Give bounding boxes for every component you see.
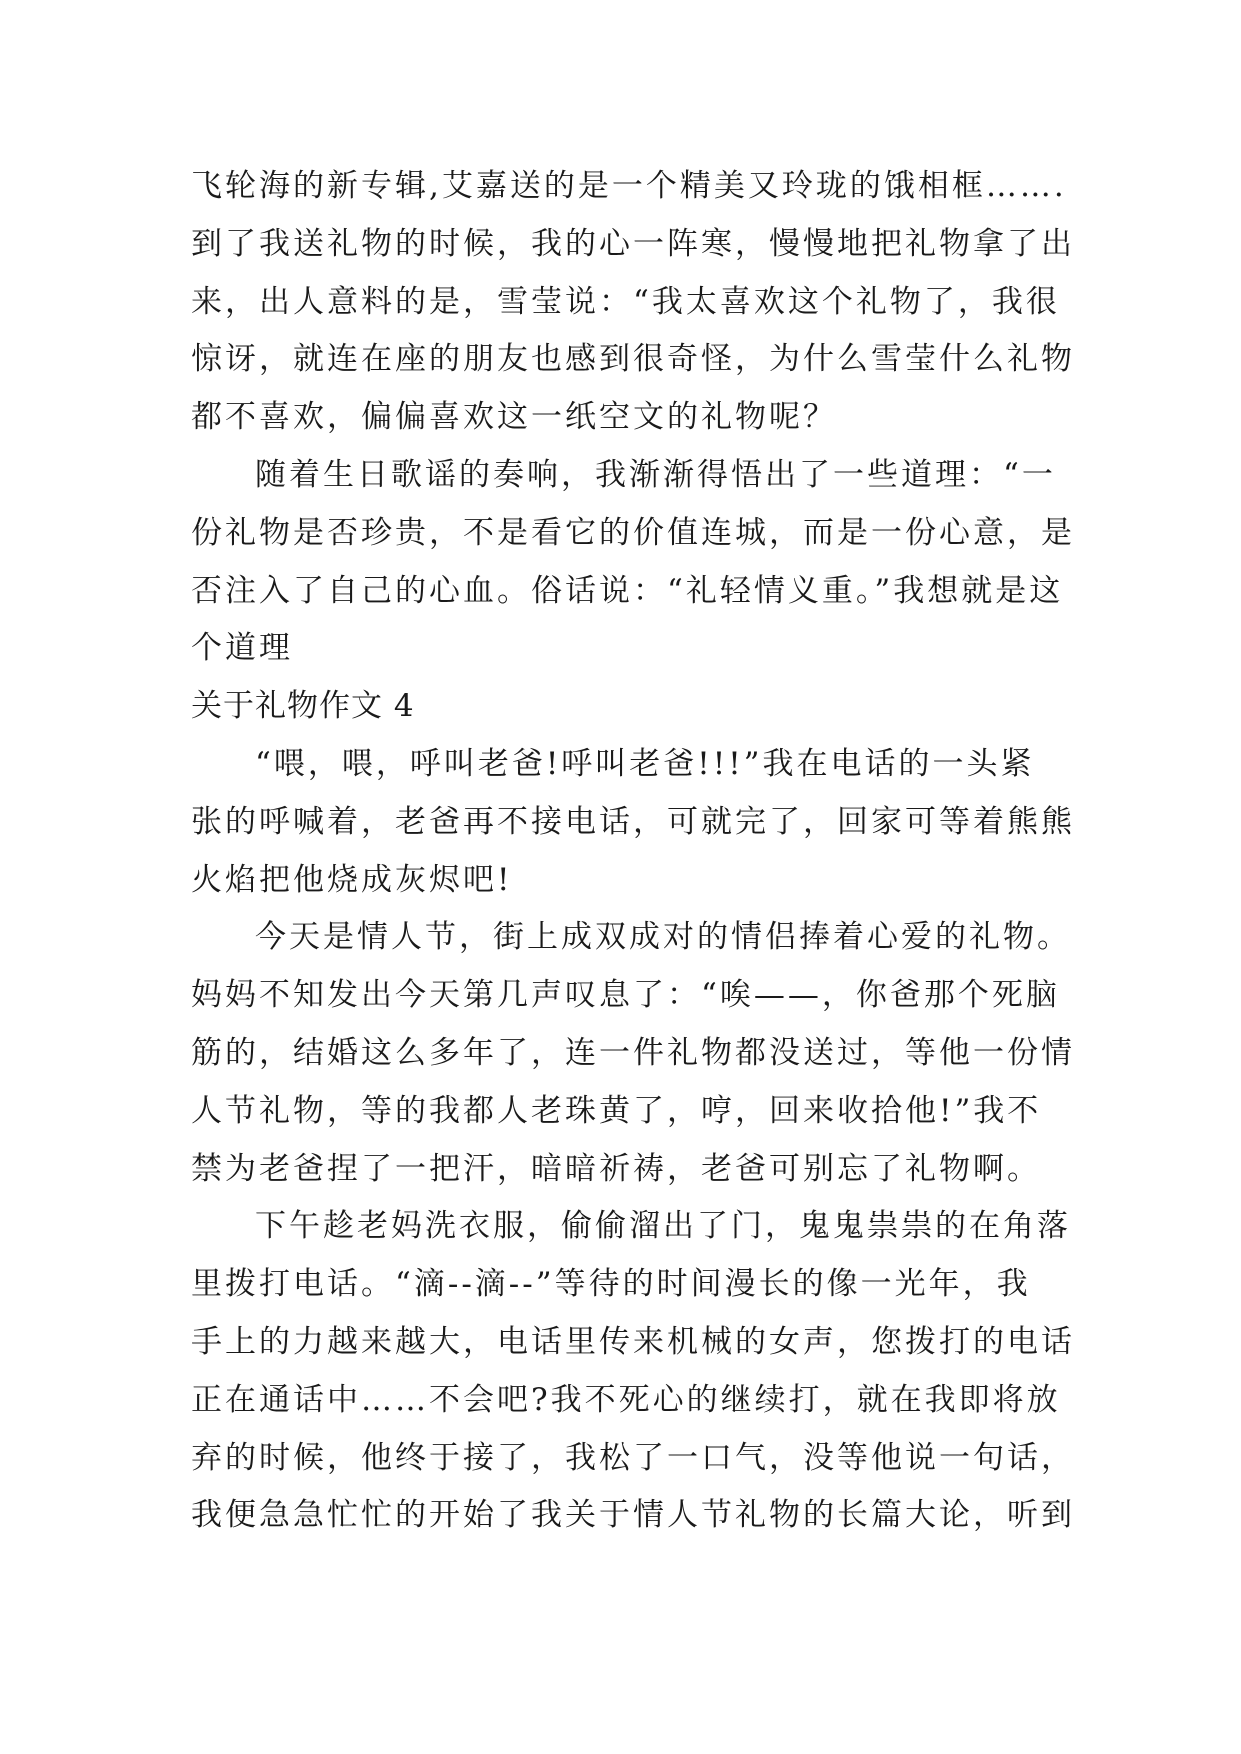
text-line: 张的呼喊着，老爸再不接电话，可就完了，回家可等着熊熊 [191,803,1075,840]
text-line: 筋的，结婚这么多年了，连一件礼物都没送过，等他一份情 [191,1034,1075,1071]
text-line: 弃的时候，他终于接了，我松了一口气，没等他说一句话， [191,1439,1075,1476]
text-line: 正在通话中……不会吧?我不死心的继续打，就在我即将放 [191,1381,1061,1418]
text-line: 手上的力越来越大，电话里传来机械的女声，您拨打的电话 [191,1323,1075,1360]
text-line: 惊讶，就连在座的朋友也感到很奇怪，为什么雪莹什么礼物 [191,341,1075,378]
text-line: 份礼物是否珍贵，不是看它的价值连城，而是一份心意，是 [191,514,1075,551]
text-line: 都不喜欢，偏偏喜欢这一纸空文的礼物呢？ [191,399,837,436]
text-line: 火焰把他烧成灰烬吧! [191,861,513,898]
paragraph-start-line: “喂，喂，呼叫老爸!呼叫老爸!!!”我在电话的一头紧 [255,745,1035,782]
text-line: 否注入了自己的心血。俗话说：“礼轻情义重。”我想就是这 [191,572,1064,609]
text-line: 到了我送礼物的时候，我的心一阵寒，慢慢地把礼物拿了出 [191,225,1075,262]
document-body [191,158,1075,1545]
paragraph-start-line: 随着生日歌谣的奏响，我渐渐得悟出了一些道理：“一 [255,456,1056,493]
text-line: 里拨打电话。“滴--滴--”等待的时间漫长的像一光年，我 [191,1266,1031,1303]
text-line: 禁为老爸捏了一把汗，暗暗祈祷，老爸可别忘了礼物啊。 [191,1150,1041,1187]
text-line: 人节礼物，等的我都人老珠黄了，哼，回来收拾他!”我不 [191,1092,1042,1129]
paragraph-start-line: 今天是情人节，街上成双成对的情侣捧着心爱的礼物。 [255,919,1071,956]
text-line: 个道理 [191,630,293,667]
text-line: 来，出人意料的是，雪莹说：“我太喜欢这个礼物了，我很 [191,283,1060,320]
text-line: 飞轮海的新专辑,艾嘉送的是一个精美又玲珑的饿相框……. [191,168,1067,204]
text-line: 我便急急忙忙的开始了我关于情人节礼物的长篇大论，听到 [191,1497,1075,1534]
paragraph-start-line: 下午趁老妈洗衣服，偷偷溜出了门，鬼鬼祟祟的在角落 [255,1208,1071,1245]
text-line: 妈妈不知发出今天第几声叹息了：“唉——，你爸那个死脑 [191,977,1060,1014]
section-heading: 关于礼物作文 4 [191,688,415,725]
